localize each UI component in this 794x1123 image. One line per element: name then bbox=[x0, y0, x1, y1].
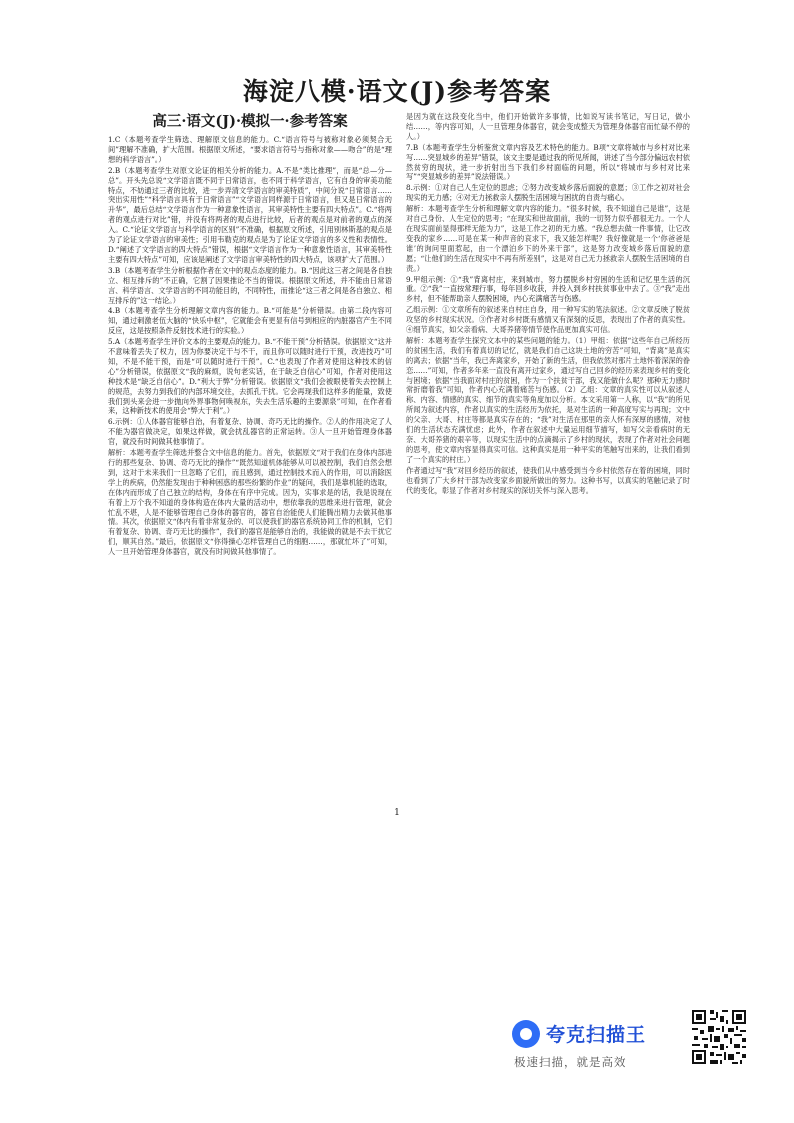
answer-explanation bbox=[108, 448, 392, 557]
answer-number: 3.B bbox=[108, 265, 121, 275]
scanner-slogan: 极速扫描，就是高效 bbox=[514, 1055, 627, 1069]
scanner-watermark bbox=[512, 1016, 702, 1074]
qr-code-icon bbox=[690, 1008, 748, 1066]
scanner-logo-icon bbox=[512, 1020, 540, 1048]
answer-number: 4.B bbox=[108, 306, 121, 316]
answer-item bbox=[406, 183, 690, 203]
answer-text: 解析：本题考查学生筛选并整合文中信息的能力。首先，依据原文“对于我们在身体内部进行的那些复杂、协调、奇巧无比的操作”“既然知道机体能够从可以被控制，我们自然会想到，这对于未来我们一旦忽略了它们，而且感到，通过控制技术而入的作用，可以消除医学上的疾病，仍然能发现由于种种困惑的那些纷繁的作业”的疑问，我们是靠机能的选取，在体内而形成了自己独立的结构，身体在有序中完成。因为，实事求是的话，我是说现在有着上万个我不知道的身体构造在体内大量的活动中，想依靠我的思维来进行管理，就会忙乱不堪，人是不能够管理自己身体的器官的，器官自治能使人们能腾出精力去做其他事情。其次，依据原文“体内有着非常复杂的、可以使我们的器官系统协同工作的机制，它们有着复杂、协调、奇巧无比的操作”，我们的器官是能够自治的，我能做的就是不去干扰它们，顺其自然。”最后，依据原文“你得操心怎样管理自己的细胞……，那就忙坏了”可知，人一旦开始管理身体器官，就没有时间做其他事情了。 bbox=[108, 448, 392, 557]
right-column bbox=[406, 112, 690, 802]
answer-item bbox=[406, 143, 690, 183]
section-title: 高三·语文(J)·模拟一·参考答案 bbox=[152, 113, 348, 130]
answer-explanation bbox=[406, 112, 690, 142]
answer-text: （本题考查学生筛选、理解原文信息的能力。C.“语言符号与被称对象必须契合无间”理解不准确，扩大范围。根据原文所述，“要求语言符号与指称对象——吻合”的是“理想的科学语言”。） bbox=[108, 135, 392, 164]
answer-item bbox=[108, 306, 392, 336]
answer-item bbox=[108, 417, 392, 447]
answer-text: （本题考查学生分析根据作者在文中的观点态度的能力。B.“因此这三者之间是各自独立、相互排斥的”不正确，它割了因果推论不当的错误。根据原文所述，并不能由日常语言、科学语言、文学语言的不同功能目的，不同特性，而推论“这三者之间是各自独立、相互排斥的”这一结论。） bbox=[108, 265, 392, 305]
scanner-brand: 夸克扫描王 bbox=[546, 1024, 647, 1046]
answer-text: 解析：本题考查学生探究文本中的某些问题的能力。（1）甲组：依据“这些年自己所经历的贫困生活，我们有着真切的记忆，就是我们自己这块土地的穷苦”可知，“背离”是真实的离去；依据“当年，我已奔离家乡，开始了新的生活，但我依然对那片土地怀着深深的眷恋……”可知，作者多年来一直没有离开过家乡，通过写自己回乡的经历来表现乡村的变化与困境；依据“当我面对村庄的贫困，作为一个扶贫干部，我又能做什么呢？那种无力感时常折磨着我”可知，作者内心充满着痛苦与伤感。（2）乙组：文章的真实性可以从叙述人称、内容、情感的真实、细节的真实等角度加以分析。本文采用第一人称，以“我”的所见所闻为叙述内容，作者以真实的生活经历为依托，是对生活的一种高度写实与再现；文中的父亲、大哥、村庄等都是真实存在的；“我”对生活在那里的亲人怀有深厚的感情，对他们的生活状态充满忧虑；此外，作者在叙述中大量运用细节描写，如写父亲看病时的无奈、大哥养猪的艰辛等，以现实生活中的点滴揭示了乡村的现状，表现了作者对社会问题的思考，使文章内容显得真实可信。这种真实是用一种平实的笔触写出来的，让我们看到了一个真实的村庄。） bbox=[406, 335, 690, 464]
answer-text: （本题考查学生分析理解文章内容的能力。B.“可能是”分析错误。由第二段内容可知，通过刺激老伍大脑的“快乐中枢”，它就能会有更显有信号到相应的内脏器官产生不同反应，这是按照条件反射技术进行的实验。） bbox=[108, 306, 392, 336]
answer-text: （本题考查学生评价文本的主要观点的能力。B.“不能干预”分析错误。依据原文“这并不意味着丢失了权力，因为你要决定干与不干，而且你可以随时进行干预，改进技巧”可知，不是不能干预，而是“可以随时进行干预”。C.“也表现了作者对使用这种技术的信心”分析错误，依据原文“我的麻烦，说句老实话，在于缺乏自信心”可知，作者对使用这种技术是“缺乏自信心”。D.“利大于弊”分析错误。依据原文“我们会被眼使着失去控制上的规范，去努力到我们的内部环境交往，去抓孔干扰。它会再现我们这样多的能量，致使我们到头来会进一步抛向外界事物何唤视东，失去生活乐趣的主要源泉”可知，在作者看来，这种新技术的使用会“弊大于利”。） bbox=[108, 337, 392, 416]
answer-number: 9. bbox=[406, 274, 413, 284]
answer-text: 甲组示例：①“我”背离村庄，来到城市，努力摆脱乡村穷困的生活和记忆里生活的沉重。②“我”一直按常理行事，每年回乡收获，并投入到乡村扶贫事业中去了。③“我”走出乡村，但不能帮助亲人摆脱困境，内心充满痛苦与伤感。 bbox=[406, 274, 690, 304]
answer-text: 解析：本题考查学生分析和理解文章内容的能力。“很多时候，我不知道自己是谁”，这是对自己身份、人生定位的思考；“在现实和世故面前，我的一切努力似乎都很无力。一个人在现实面前显得那样无能为力”，这是工作之初的无力感。“我总想去做一件事情，让它改变我的家乡……可是在某一种声音的哀求下，我又能怎样呢？我好像就是一个‘你爸爸是谁’的询问里面惹起，由一个漂泊乡下的外来干部”，这是努力改变城乡落后面貌的意愿；“让他们的生活在现实中不再有所差别”，这是对自己无力拯救亲人摆脱生活困境的自责。） bbox=[406, 204, 690, 273]
answer-number: 8. bbox=[406, 183, 413, 193]
answer-item bbox=[108, 266, 392, 306]
answer-explanation bbox=[406, 204, 690, 273]
answer-columns bbox=[108, 112, 698, 802]
answer-item bbox=[406, 275, 690, 305]
answer-number: 7.B bbox=[406, 142, 419, 152]
answer-explanation bbox=[406, 336, 690, 465]
answer-number: 1.C bbox=[108, 135, 121, 144]
answer-number: 6. bbox=[108, 417, 115, 427]
answer-text: 作者通过写“我”对回乡经历的叙述，使我们从中感受到当今乡村依然存在着的困境，同时也看到了广大乡村干部为改变家乡面貌所做出的努力。这种书写，以真实的笔触记录了时代的变化，彰显了作者对乡村现实的深切关怀与深入思考。 bbox=[406, 465, 690, 495]
answer-item bbox=[108, 166, 392, 265]
answer-text: 乙组示例：①文章所有的叙述来自村庄自身，用一种写实的笔法叙述。②文章反映了脱贫攻坚的乡村现实状况。③作者对乡村既有感情又有深刻的反思，表现出了作者的真实性。④细节真实，如父亲看病、大哥养猪等情节使作品更加真实可信。 bbox=[406, 305, 690, 335]
answer-text: 是因为就在这段变化当中，他们开始做许多事情，比如说写读书笔记，写日记，做小结……，等内容可知，人一旦管理身体器官，就会变成整天为管理身体器官而忙碌不停的人。） bbox=[406, 112, 690, 141]
answer-number: 5.A bbox=[108, 337, 121, 347]
page-number: 1 bbox=[394, 808, 400, 818]
answer-explanation bbox=[406, 305, 690, 335]
left-column bbox=[108, 112, 392, 802]
answer-text: 示例：①对自己人生定位的思虑；②努力改变城乡落后面貌的意愿；③工作之初对社会现实的无力感；④对无力拯救亲人摆脱生活困境与困扰的自责与痛心。 bbox=[406, 183, 690, 203]
answer-explanation bbox=[406, 466, 690, 496]
page-title: 海淀八模·语文(J)参考答案 bbox=[242, 77, 552, 106]
answer-item bbox=[108, 337, 392, 416]
answer-text: 示例：①人体器官能够自治，有着复杂、协调、奇巧无比的操作。②人的作用决定了人不能为器官做决定，如果这样做，就会扰乱器官的正常运转。③人一旦开始管理身体器官，就没有时间做其他事情了。 bbox=[108, 417, 392, 447]
answer-item bbox=[108, 135, 392, 165]
answer-number: 2.B bbox=[108, 165, 121, 175]
answer-text: （本题考查学生分析鉴赏文章内容及艺术特色的能力。B项“文章将城市与乡村对比来写……突显城乡的差异”错误，该文主要是通过我的所见所闻，讲述了当今部分偏远农村依然贫穷的现状，进一步折射出当下我们乡村面临的问题，所以“将城市与乡村对比来写”“突显城乡的差异”说法错误。） bbox=[406, 142, 690, 182]
answer-text: （本题考查学生对原文论证的相关分析的能力。A.不是“类比推理”，而是“总—分—总”。开头先总说“文学语言既不同于日常语言，也不同于科学语言，它有自身的审美功能特点，不妨通过三者的比较，进一步弄清文学语言的审美特质”，中间分说“日常语言……突出实用性”“科学语言具有于日常语言”“文学语言同样源于日常语言，但又是日常语言的升华”，最后总结“文学语言作为一种意象性语言，其审美特性主要有四大特点”。C.“将两者的观点进行对比”错，并没有将两者的观点进行比较，后者的观点是对前者的观点的深入。C.“论证文学语言与科学语言的区别”不准确，根据原文所述，引用别林斯基的观点是为了论证文学语言的审美性；引用韦勒克的观点是为了论证文学语言的多义性和表情性。D.“阐述了文学语言的四大特点”错误，根据“文学语言作为一种意象性语言，其审美特性主要有四大特点”可知，应该是阐述了文学语言审美特性的四大特点，该项扩大了范围。） bbox=[108, 165, 392, 264]
